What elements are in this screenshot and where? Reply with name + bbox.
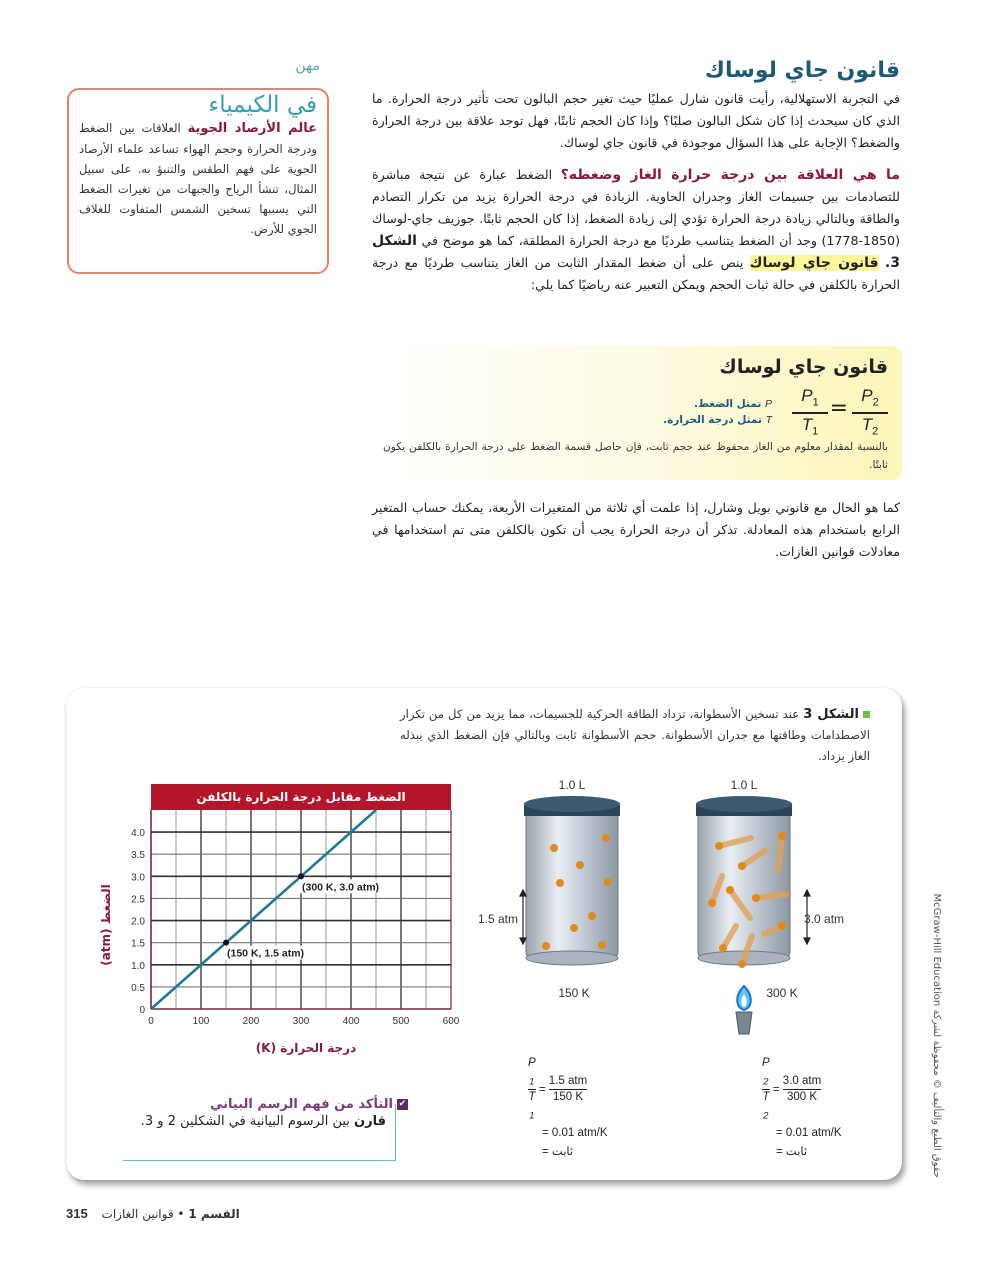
p2-symbol: P — [861, 386, 873, 405]
volume-label-cold: 1.0 L — [558, 778, 586, 792]
legend-p — [663, 396, 772, 412]
career-text: العلاقات بين الضغط ودرجة الحرارة وحجم الهواء تساعد علماء الأرصاد الجوية على فهم الطقس والتنبؤ به. على سبيل المثال، تنشأ الرياح والجبهات من تغيرات الضغط التي يسببها تسخين الشمس المتفاوت للغلاف الجوي للأرض. — [79, 121, 317, 236]
t1-symbol: T — [801, 415, 813, 435]
copyright-notice — [930, 848, 944, 1178]
career-sidebar-box — [67, 88, 329, 274]
y-tick-label: 1.0 — [131, 960, 145, 972]
calc-result: = 0.01 atm/K — [542, 1126, 608, 1139]
equals-sign: = — [829, 396, 848, 421]
bunsen-burner-icon — [736, 986, 752, 1034]
legend-t-desc: تمثل درجة الحرارة. — [663, 414, 762, 426]
fraction-p1-t1 — [792, 386, 828, 443]
graph-check-verb: قارن — [354, 1114, 386, 1129]
intro-paragraph: في التجربة الاستهلالية، رأيت قانون شارل عمليًا حيث تغير حجم البالون تحت تأثير درجة الحرارة. ما الذي كان سيحدث إذا كان شكل البالون صلبًا؟ وإذا كان الحجم ثابتًا، فهل توجد علاقة بين درجة الحرارة والضغط؟ الإجابة على هذا السؤال موجودة في قانون جاي لوساك. — [372, 91, 900, 150]
x-tick-label: 300 — [292, 1016, 310, 1027]
career-body — [79, 118, 317, 239]
calc-constant: = ثابت — [542, 1145, 574, 1158]
data-label: (150 K, 1.5 atm) — [227, 947, 305, 960]
temperature-label-cold: 150 K — [558, 986, 590, 1000]
calc-num-value: 1.5 atm — [549, 1074, 587, 1090]
legend-t — [663, 412, 772, 428]
graph-check-heading: التأكد من فهم الرسم البياني — [209, 1097, 393, 1112]
calc-sub: 1 — [529, 1110, 535, 1122]
calc-sub: 1 — [529, 1076, 535, 1088]
calc-num-symbol: P — [762, 1057, 770, 1069]
closing-paragraph: كما هو الحال مع قانوني بويل وشارل، إذا علمت أي ثلاثة من المتغيرات الأربعة، يمكنك حساب المتغير الرابع باستخدام هذه المعادلة. تذكر أن درجة الحرارة يجب أن تكون بالكلفن متى تم استخدامها في معادلات قوانين الغازات. — [372, 500, 900, 559]
formula-box — [380, 346, 902, 480]
temperature-label-hot: 300 K — [766, 986, 798, 1000]
x-tick-label: 500 — [392, 1016, 410, 1027]
pressure-label-hot: 3.0 atm — [804, 912, 845, 926]
career-term: عالم الأرصاد الجوية — [187, 121, 317, 136]
data-point — [223, 940, 229, 946]
check-box-border — [123, 1104, 396, 1161]
calc-den-value: 150 K — [552, 1091, 583, 1104]
chart-grid — [151, 810, 451, 1009]
y-axis-label: الضغط (atm) — [99, 884, 113, 966]
checkmark-icon: ✔ — [398, 1099, 407, 1109]
pressure-temperature-chart — [96, 780, 476, 1070]
caption-text: عند تسخين الأسطوانة، تزداد الطاقة الحركية للجسيمات، مما يزيد من كل من تكرار الاصطدامات وطاقتها مع جدران الأسطوانة. حجم الأسطوانة ثابت وبالتالي فإن الضغط الذي يبذله الغاز يزداد. — [400, 707, 870, 763]
pressure-label-cold: 1.5 atm — [477, 912, 518, 926]
legend-p-desc: تمثل الضغط. — [693, 398, 762, 410]
key-term-gay-lussac: قانون جاي لوساك — [749, 255, 879, 271]
x-tick-label: 0 — [148, 1016, 154, 1027]
section-info — [102, 1207, 240, 1221]
formula-legend — [663, 396, 772, 428]
calc-result: = 0.01 atm/K — [776, 1126, 842, 1139]
y-tick-label: 2.0 — [131, 916, 145, 928]
calc-sub: 2 — [763, 1076, 769, 1088]
legend-t-symbol: T — [765, 414, 772, 426]
calculation-hot: P $_2$ T $_2$ = 3.0 atm 300 K = 0.01 atm/K = ثابت — [762, 1056, 912, 1162]
pressure-arrow-cold — [520, 890, 526, 944]
y-tick-label: 3.5 — [131, 850, 145, 862]
career-kicker: مهن — [295, 58, 320, 74]
p1-symbol: P — [801, 386, 813, 405]
para2-text-2: ينص على أن ضغط المقدار الثابت من الغاز يتناسب طرديًا مع درجة الحرارة بالكلفن في حالة ثبات الحجم ويمكن التعبير عنه رياضيًا كما يلي: — [372, 255, 900, 292]
caption-bullet-icon — [863, 711, 870, 718]
figure-label: الشكل 3 — [803, 707, 859, 722]
calc-num-value: 3.0 atm — [783, 1074, 821, 1090]
calc-den-value: 300 K — [786, 1091, 817, 1104]
subscript-2: 2 — [872, 425, 879, 438]
section-name: قوانين الغازات — [101, 1207, 174, 1221]
section-title: قانون جاي لوساك — [704, 58, 900, 83]
graph-check-body — [110, 1114, 386, 1129]
x-tick-label: 100 — [192, 1016, 210, 1027]
graph-check-title — [120, 1097, 408, 1112]
data-point — [298, 873, 304, 879]
t2-symbol: T — [861, 415, 873, 435]
calc-num-symbol: P — [528, 1057, 536, 1069]
formula-title: قانون جاي لوساك — [719, 356, 888, 378]
graph-check-text: بين الرسوم البيانية في الشكلين 2 و 3. — [140, 1114, 355, 1129]
section-label: القسم 1 — [188, 1207, 240, 1221]
main-column — [372, 56, 900, 296]
career-title: في الكيمياء — [208, 92, 317, 118]
formula-note: بالنسبة لمقدار معلوم من الغاز محفوظ عند حجم ثابت، فإن حاصل قسمة الضغط على درجة الحرارة بالكلفن يكون ثابتًا. — [383, 441, 888, 471]
formula-equation — [788, 386, 888, 438]
x-tick-label: 400 — [342, 1016, 360, 1027]
cylinder-cold — [524, 796, 620, 965]
x-tick-label: 600 — [442, 1016, 460, 1027]
calc-den-symbol: T — [762, 1091, 770, 1104]
copyright-text: حقوق الطبع والتأليف © محفوظة لشركة McGraw-Hill Education — [931, 893, 942, 1178]
figure-caption — [400, 704, 870, 767]
y-tick-label: 2.5 — [131, 894, 145, 906]
x-axis-label: درجة الحرارة (K) — [255, 1041, 357, 1055]
relationship-paragraph — [372, 164, 900, 296]
volume-label-hot: 1.0 L — [730, 778, 758, 792]
x-tick-label: 200 — [242, 1016, 260, 1027]
bullet-separator: • — [177, 1207, 185, 1221]
y-tick-label: 0 — [139, 1005, 145, 1016]
data-label: (300 K, 3.0 atm) — [302, 881, 380, 894]
subscript-1: 1 — [812, 396, 819, 409]
y-tick-label: 3.0 — [131, 872, 145, 884]
legend-p-symbol: P — [764, 398, 772, 410]
calc-sub: 2 — [763, 1110, 769, 1122]
page-footer — [66, 1206, 240, 1221]
fraction-p2-t2 — [852, 386, 888, 443]
y-tick-label: 1.5 — [131, 938, 145, 950]
y-tick-label: 0.5 — [131, 982, 145, 994]
chart-title: الضغط مقابل درجة الحرارة بالكلفن — [196, 790, 406, 804]
question-heading: ما هي العلاقة بين درجة حرارة الغاز وضغطه؟ — [560, 167, 900, 183]
cylinder-hot — [696, 796, 792, 968]
y-tick-label: 4.0 — [131, 828, 145, 840]
subscript-2: 2 — [872, 396, 879, 409]
para2-text-1: الضغط عبارة عن نتيجة مباشرة للتصادمات بين جسيمات الغاز وجدران الحاوية. الزيادة في درجة الحرارة يزيد من تكرار التصادم والطاقة وبالتالي زيادة درجة الحرارة تؤدي إلى زيادة الضغط، إذا كان الحجم ثابتًا. جوزيف جاي-لوساك (1850-1778) وجد أن الضغط يتناسب طرديًا مع درجة الحرارة المطلقة، كما هو موضح في — [372, 167, 900, 248]
page-number: 315 — [66, 1206, 88, 1221]
figure-reference-link[interactable]: الشكل 3. — [372, 233, 900, 271]
calculation-cold: P $_1$ T $_1$ = 1.5 atm 150 K = 0.01 atm/K = ثابت — [528, 1056, 678, 1162]
subscript-1: 1 — [812, 425, 819, 438]
calc-den-symbol: T — [528, 1091, 536, 1104]
calc-constant: = ثابت — [776, 1145, 808, 1158]
